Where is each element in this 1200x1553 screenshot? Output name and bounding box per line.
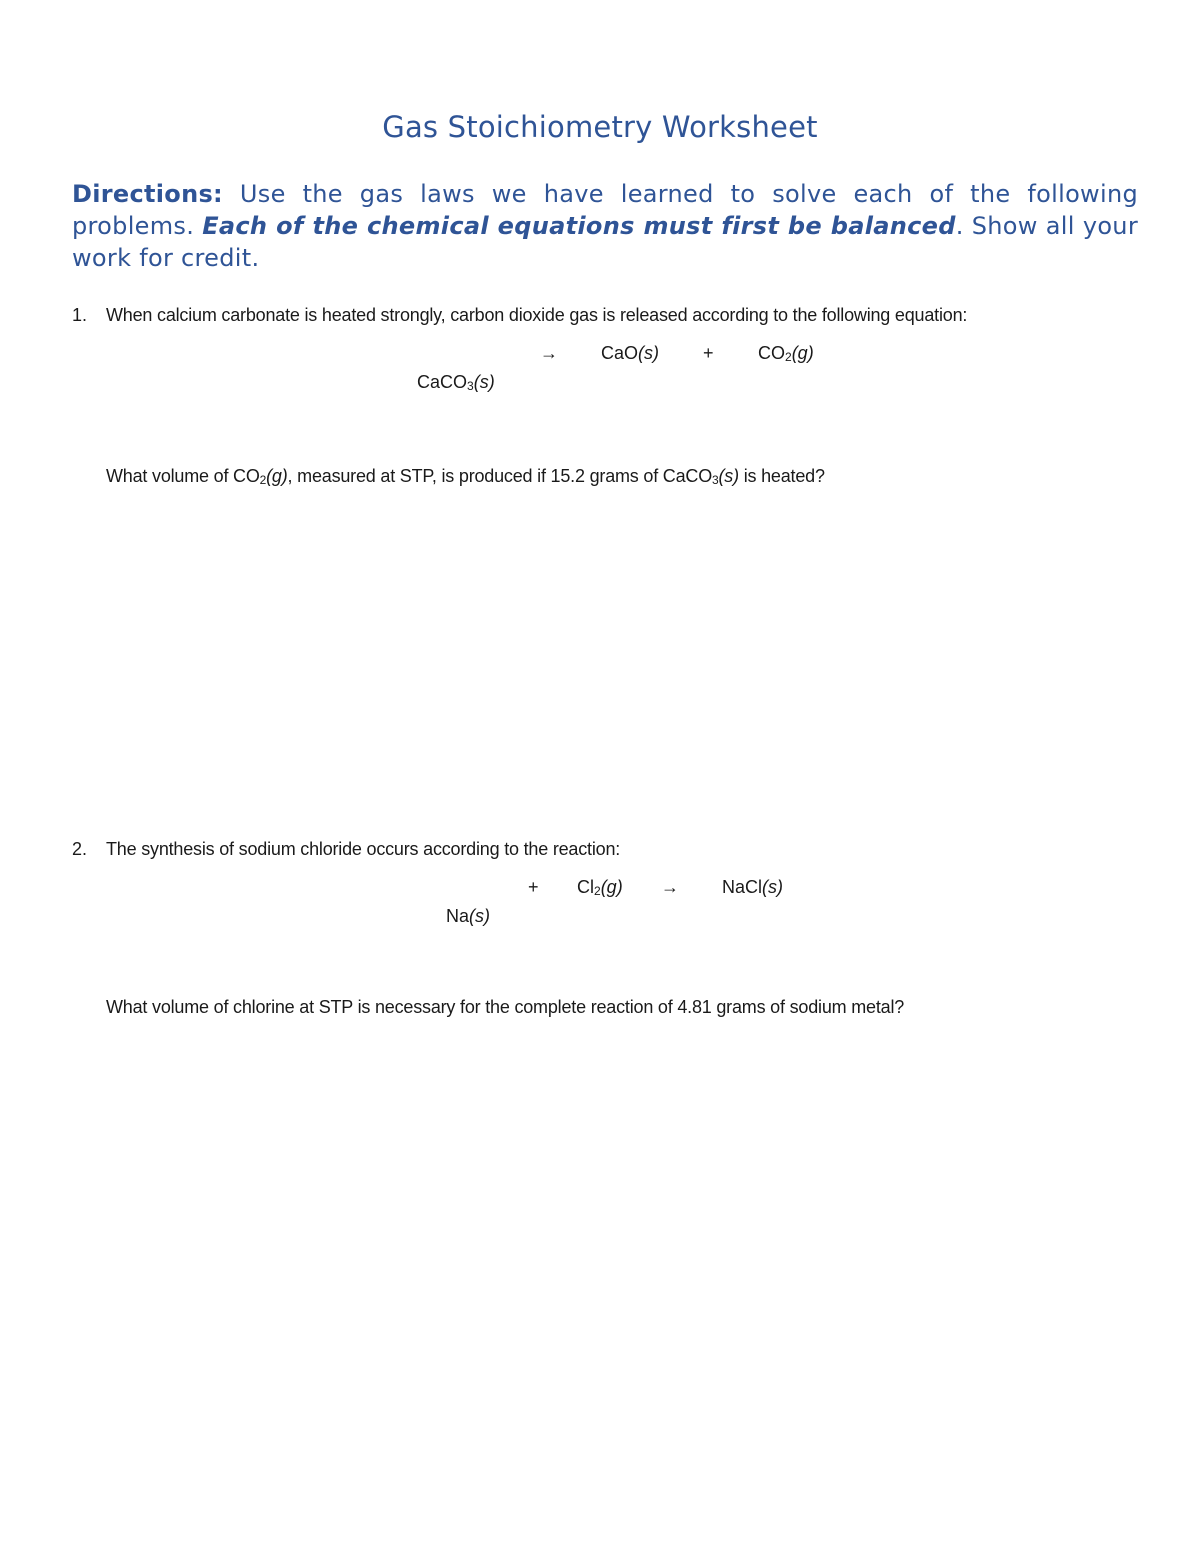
question-1-prompt: What volume of $CO_2(g)$, measured at STP, is produced if 15.2 grams of CaCO$_3$(s) is heated? (106, 466, 825, 487)
question-2-intro: The synthesis of sodium chloride occurs according to the reaction: (106, 839, 621, 859)
directions-emphasis: Each of the chemical equations must first be balanced (202, 212, 956, 240)
directions-text-2: . Show all your work for credit. (72, 212, 1138, 272)
q2-equation-plus: + (528, 877, 539, 897)
page-title: Gas Stoichiometry Worksheet (382, 110, 818, 144)
question-1-number: 1. (72, 305, 88, 325)
q1-equation-product1: CaO(s) (601, 343, 660, 363)
q1-equation-arrow: → (540, 343, 558, 363)
question-1-intro: When calcium carbonate is heated strongly, carbon dioxide gas is released according to the following equation: (106, 305, 968, 325)
q1-equation-reactant: CaCO$_3$(s) (417, 372, 495, 393)
q2-equation-reactant2: $Cl_2(g)$ (577, 877, 623, 898)
q2-equation-product: NaCl(s) (722, 877, 784, 897)
q1-equation-product2: $CO_2(g)$ (758, 343, 814, 364)
question-2-number: 2. (72, 839, 88, 859)
q2-equation-arrow: → (661, 877, 679, 897)
q1-equation-plus: + (703, 343, 714, 363)
question-2-prompt: What volume of chlorine at STP is necessary for the complete reaction of 4.81 grams of sodium metal? (106, 997, 905, 1017)
directions-label: Directions: (72, 180, 223, 208)
directions-paragraph (72, 178, 1138, 274)
q2-equation-reactant1: Na(s) (446, 906, 491, 926)
directions-text-1: Use the gas laws we have learned to solve each of the following problems. (72, 180, 1138, 240)
